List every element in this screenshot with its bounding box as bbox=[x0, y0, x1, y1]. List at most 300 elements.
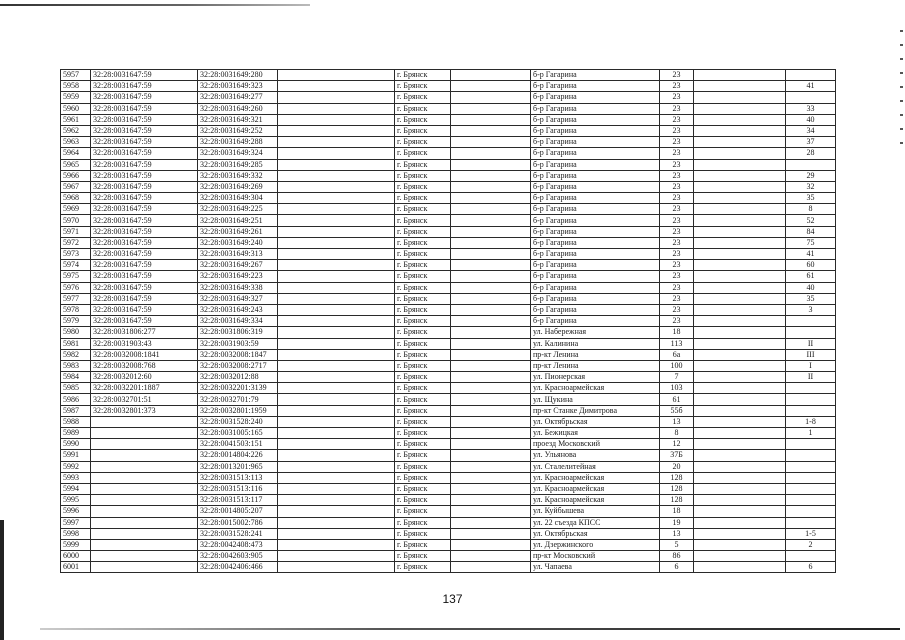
street-cell: пр-кт Ленина bbox=[531, 349, 660, 360]
parent-cadastral-number-cell: 32:28:0031647:59 bbox=[91, 70, 198, 81]
table-row bbox=[61, 551, 836, 562]
parent-cadastral-number-cell bbox=[91, 483, 198, 494]
apartment-number-cell: 2 bbox=[786, 539, 836, 550]
table-row bbox=[61, 360, 836, 371]
apartment-number-cell: I bbox=[786, 360, 836, 371]
blank-column-cell bbox=[694, 506, 786, 517]
city-cell: г. Брянск bbox=[395, 461, 451, 472]
street-cell: ул. Дзержинского bbox=[531, 539, 660, 550]
blank-column-cell bbox=[278, 316, 395, 327]
record-number-cell: 5978 bbox=[61, 304, 91, 315]
record-number-cell: 6000 bbox=[61, 551, 91, 562]
city-cell: г. Брянск bbox=[395, 495, 451, 506]
apartment-number-cell bbox=[786, 159, 836, 170]
house-number-cell: 23 bbox=[660, 271, 694, 282]
street-cell: б-р Гагарина bbox=[531, 125, 660, 136]
apartment-number-cell: 35 bbox=[786, 193, 836, 204]
blank-column-cell bbox=[694, 226, 786, 237]
blank-column-cell bbox=[278, 338, 395, 349]
blank-column-cell bbox=[278, 271, 395, 282]
parent-cadastral-number-cell: 32:28:0031647:59 bbox=[91, 304, 198, 315]
record-number-cell: 5983 bbox=[61, 360, 91, 371]
blank-column-cell bbox=[694, 360, 786, 371]
parent-cadastral-number-cell: 32:28:0031647:59 bbox=[91, 282, 198, 293]
blank-column-cell bbox=[694, 461, 786, 472]
blank-column-cell bbox=[451, 81, 531, 92]
house-number-cell: 23 bbox=[660, 92, 694, 103]
blank-column-cell bbox=[451, 450, 531, 461]
record-number-cell: 5988 bbox=[61, 416, 91, 427]
cadastral-number-cell: 32:28:0031649:277 bbox=[198, 92, 278, 103]
cadastral-number-cell: 32:28:0032701:79 bbox=[198, 394, 278, 405]
record-number-cell: 5990 bbox=[61, 439, 91, 450]
apartment-number-cell: 3 bbox=[786, 304, 836, 315]
street-cell: ул. Красноармейская bbox=[531, 483, 660, 494]
blank-column-cell bbox=[451, 461, 531, 472]
street-cell: пр-кт Московский bbox=[531, 551, 660, 562]
city-cell: г. Брянск bbox=[395, 506, 451, 517]
apartment-number-cell: 41 bbox=[786, 81, 836, 92]
blank-column-cell bbox=[451, 249, 531, 260]
parent-cadastral-number-cell: 32:28:0031647:59 bbox=[91, 271, 198, 282]
house-number-cell: 7 bbox=[660, 372, 694, 383]
blank-column-cell bbox=[451, 528, 531, 539]
city-cell: г. Брянск bbox=[395, 260, 451, 271]
parent-cadastral-number-cell: 32:28:0031647:59 bbox=[91, 215, 198, 226]
table-row bbox=[61, 316, 836, 327]
record-number-cell: 5965 bbox=[61, 159, 91, 170]
cadastral-number-cell: 32:28:0031903:59 bbox=[198, 338, 278, 349]
street-cell: б-р Гагарина bbox=[531, 316, 660, 327]
blank-column-cell bbox=[451, 472, 531, 483]
blank-column-cell bbox=[278, 495, 395, 506]
blank-column-cell bbox=[451, 416, 531, 427]
cadastral-number-cell: 32:28:0031649:243 bbox=[198, 304, 278, 315]
house-number-cell: 86 bbox=[660, 551, 694, 562]
city-cell: г. Брянск bbox=[395, 114, 451, 125]
apartment-number-cell: 40 bbox=[786, 114, 836, 125]
table-row bbox=[61, 517, 836, 528]
parent-cadastral-number-cell: 32:28:0031647:59 bbox=[91, 148, 198, 159]
table-row bbox=[61, 249, 836, 260]
blank-column-cell bbox=[451, 226, 531, 237]
parent-cadastral-number-cell: 32:28:0031647:59 bbox=[91, 125, 198, 136]
city-cell: г. Брянск bbox=[395, 148, 451, 159]
cadastral-number-cell: 32:28:0031649:285 bbox=[198, 159, 278, 170]
table-row bbox=[61, 226, 836, 237]
table-row bbox=[61, 495, 836, 506]
house-number-cell: 23 bbox=[660, 159, 694, 170]
table-row bbox=[61, 103, 836, 114]
record-number-cell: 5987 bbox=[61, 405, 91, 416]
street-cell: ул. Чапаева bbox=[531, 562, 660, 573]
apartment-number-cell bbox=[786, 316, 836, 327]
blank-column-cell bbox=[694, 92, 786, 103]
blank-column-cell bbox=[694, 170, 786, 181]
house-number-cell: 100 bbox=[660, 360, 694, 371]
city-cell: г. Брянск bbox=[395, 282, 451, 293]
apartment-number-cell bbox=[786, 495, 836, 506]
parent-cadastral-number-cell: 32:28:0031647:59 bbox=[91, 293, 198, 304]
blank-column-cell bbox=[278, 204, 395, 215]
blank-column-cell bbox=[278, 349, 395, 360]
house-number-cell: 23 bbox=[660, 148, 694, 159]
record-number-cell: 5977 bbox=[61, 293, 91, 304]
parent-cadastral-number-cell bbox=[91, 539, 198, 550]
record-number-cell: 5996 bbox=[61, 506, 91, 517]
blank-column-cell bbox=[694, 304, 786, 315]
table-row bbox=[61, 428, 836, 439]
blank-column-cell bbox=[694, 472, 786, 483]
city-cell: г. Брянск bbox=[395, 304, 451, 315]
blank-column-cell bbox=[451, 539, 531, 550]
blank-column-cell bbox=[278, 193, 395, 204]
parent-cadastral-number-cell bbox=[91, 517, 198, 528]
cadastral-number-cell: 32:28:0031649:269 bbox=[198, 181, 278, 192]
record-number-cell: 5980 bbox=[61, 327, 91, 338]
record-number-cell: 5976 bbox=[61, 282, 91, 293]
blank-column-cell bbox=[451, 372, 531, 383]
table-row bbox=[61, 539, 836, 550]
apartment-number-cell: II bbox=[786, 372, 836, 383]
street-cell: б-р Гагарина bbox=[531, 249, 660, 260]
cadastral-number-cell: 32:28:0042406:466 bbox=[198, 562, 278, 573]
page-number: 137 bbox=[442, 592, 463, 606]
cadastral-number-cell: 32:28:0031649:332 bbox=[198, 170, 278, 181]
house-number-cell: 23 bbox=[660, 316, 694, 327]
street-cell: б-р Гагарина bbox=[531, 204, 660, 215]
street-cell: ул. Красноармейская bbox=[531, 495, 660, 506]
record-number-cell: 5995 bbox=[61, 495, 91, 506]
house-number-cell: 23 bbox=[660, 260, 694, 271]
blank-column-cell bbox=[278, 103, 395, 114]
apartment-number-cell bbox=[786, 517, 836, 528]
blank-column-cell bbox=[694, 103, 786, 114]
record-number-cell: 6001 bbox=[61, 562, 91, 573]
blank-column-cell bbox=[278, 428, 395, 439]
blank-column-cell bbox=[451, 282, 531, 293]
parent-cadastral-number-cell: 32:28:0032008:1841 bbox=[91, 349, 198, 360]
city-cell: г. Брянск bbox=[395, 125, 451, 136]
city-cell: г. Брянск bbox=[395, 483, 451, 494]
record-number-cell: 5993 bbox=[61, 472, 91, 483]
blank-column-cell bbox=[694, 405, 786, 416]
cadastral-number-cell: 32:28:0031649:327 bbox=[198, 293, 278, 304]
house-number-cell: 23 bbox=[660, 249, 694, 260]
street-cell: ул. Октябрьская bbox=[531, 528, 660, 539]
house-number-cell: 103 bbox=[660, 383, 694, 394]
blank-column-cell bbox=[694, 114, 786, 125]
parent-cadastral-number-cell bbox=[91, 439, 198, 450]
street-cell: б-р Гагарина bbox=[531, 260, 660, 271]
parent-cadastral-number-cell bbox=[91, 450, 198, 461]
record-number-cell: 5999 bbox=[61, 539, 91, 550]
blank-column-cell bbox=[278, 92, 395, 103]
cadastral-number-cell: 32:28:0031649:313 bbox=[198, 249, 278, 260]
table-row bbox=[61, 483, 836, 494]
cadastral-number-cell: 32:28:0031649:223 bbox=[198, 271, 278, 282]
table-row bbox=[61, 148, 836, 159]
record-number-cell: 5969 bbox=[61, 204, 91, 215]
record-number-cell: 5992 bbox=[61, 461, 91, 472]
apartment-number-cell: 84 bbox=[786, 226, 836, 237]
city-cell: г. Брянск bbox=[395, 70, 451, 81]
blank-column-cell bbox=[451, 551, 531, 562]
apartment-number-cell bbox=[786, 439, 836, 450]
apartment-number-cell: 37 bbox=[786, 137, 836, 148]
record-number-cell: 5986 bbox=[61, 394, 91, 405]
parent-cadastral-number-cell: 32:28:0031647:59 bbox=[91, 316, 198, 327]
apartment-number-cell bbox=[786, 450, 836, 461]
blank-column-cell bbox=[278, 405, 395, 416]
blank-column-cell bbox=[694, 483, 786, 494]
house-number-cell: 23 bbox=[660, 282, 694, 293]
parent-cadastral-number-cell: 32:28:0032701:51 bbox=[91, 394, 198, 405]
blank-column-cell bbox=[451, 125, 531, 136]
city-cell: г. Брянск bbox=[395, 472, 451, 483]
blank-column-cell bbox=[278, 472, 395, 483]
house-number-cell: 23 bbox=[660, 114, 694, 125]
street-cell: ул. Октябрьская bbox=[531, 416, 660, 427]
parent-cadastral-number-cell: 32:28:0031647:59 bbox=[91, 114, 198, 125]
blank-column-cell bbox=[694, 125, 786, 136]
blank-column-cell bbox=[694, 271, 786, 282]
blank-column-cell bbox=[278, 215, 395, 226]
blank-column-cell bbox=[451, 495, 531, 506]
blank-column-cell bbox=[451, 92, 531, 103]
blank-column-cell bbox=[694, 416, 786, 427]
street-cell: б-р Гагарина bbox=[531, 159, 660, 170]
street-cell: ул. Куйбышева bbox=[531, 506, 660, 517]
blank-column-cell bbox=[278, 237, 395, 248]
blank-column-cell bbox=[278, 506, 395, 517]
blank-column-cell bbox=[694, 215, 786, 226]
apartment-number-cell: 6 bbox=[786, 562, 836, 573]
blank-column-cell bbox=[451, 159, 531, 170]
table-row bbox=[61, 237, 836, 248]
blank-column-cell bbox=[278, 483, 395, 494]
table-row bbox=[61, 562, 836, 573]
blank-column-cell bbox=[278, 293, 395, 304]
blank-column-cell bbox=[278, 282, 395, 293]
record-number-cell: 5957 bbox=[61, 70, 91, 81]
registry-table-body bbox=[61, 70, 836, 573]
cadastral-number-cell: 32:28:0031513:117 bbox=[198, 495, 278, 506]
scan-artifact-top-line bbox=[0, 4, 310, 6]
table-row bbox=[61, 193, 836, 204]
street-cell: б-р Гагарина bbox=[531, 92, 660, 103]
blank-column-cell bbox=[694, 349, 786, 360]
record-number-cell: 5984 bbox=[61, 372, 91, 383]
blank-column-cell bbox=[278, 562, 395, 573]
street-cell: б-р Гагарина bbox=[531, 193, 660, 204]
city-cell: г. Брянск bbox=[395, 416, 451, 427]
cadastral-number-cell: 32:28:0013201:965 bbox=[198, 461, 278, 472]
blank-column-cell bbox=[694, 260, 786, 271]
city-cell: г. Брянск bbox=[395, 249, 451, 260]
record-number-cell: 5967 bbox=[61, 181, 91, 192]
house-number-cell: 12 bbox=[660, 439, 694, 450]
house-number-cell: 23 bbox=[660, 81, 694, 92]
cadastral-number-cell: 32:28:0031513:113 bbox=[198, 472, 278, 483]
table-row bbox=[61, 472, 836, 483]
city-cell: г. Брянск bbox=[395, 517, 451, 528]
street-cell: ул. 22 съезда КПСС bbox=[531, 517, 660, 528]
cadastral-number-cell: 32:28:0032008:2717 bbox=[198, 360, 278, 371]
record-number-cell: 5973 bbox=[61, 249, 91, 260]
blank-column-cell bbox=[278, 114, 395, 125]
apartment-number-cell: 29 bbox=[786, 170, 836, 181]
record-number-cell: 5997 bbox=[61, 517, 91, 528]
apartment-number-cell bbox=[786, 327, 836, 338]
house-number-cell: 55б bbox=[660, 405, 694, 416]
parent-cadastral-number-cell: 32:28:0031647:59 bbox=[91, 260, 198, 271]
apartment-number-cell bbox=[786, 405, 836, 416]
blank-column-cell bbox=[278, 327, 395, 338]
house-number-cell: 18 bbox=[660, 506, 694, 517]
blank-column-cell bbox=[694, 204, 786, 215]
house-number-cell: 6 bbox=[660, 562, 694, 573]
house-number-cell: 23 bbox=[660, 204, 694, 215]
parent-cadastral-number-cell bbox=[91, 528, 198, 539]
blank-column-cell bbox=[451, 483, 531, 494]
city-cell: г. Брянск bbox=[395, 327, 451, 338]
house-number-cell: 23 bbox=[660, 193, 694, 204]
table-row bbox=[61, 92, 836, 103]
cadastral-number-cell: 32:28:0014805:207 bbox=[198, 506, 278, 517]
cadastral-number-cell: 32:28:0014804:226 bbox=[198, 450, 278, 461]
parent-cadastral-number-cell: 32:28:0031647:59 bbox=[91, 193, 198, 204]
blank-column-cell bbox=[278, 439, 395, 450]
city-cell: г. Брянск bbox=[395, 92, 451, 103]
blank-column-cell bbox=[694, 237, 786, 248]
apartment-number-cell bbox=[786, 383, 836, 394]
blank-column-cell bbox=[694, 282, 786, 293]
apartment-number-cell: III bbox=[786, 349, 836, 360]
blank-column-cell bbox=[694, 539, 786, 550]
scan-artifact-right-marks bbox=[900, 30, 903, 150]
cadastral-number-cell: 32:28:0031649:225 bbox=[198, 204, 278, 215]
table-row bbox=[61, 260, 836, 271]
apartment-number-cell: 60 bbox=[786, 260, 836, 271]
blank-column-cell bbox=[451, 349, 531, 360]
street-cell: б-р Гагарина bbox=[531, 226, 660, 237]
blank-column-cell bbox=[278, 461, 395, 472]
record-number-cell: 5998 bbox=[61, 528, 91, 539]
table-row bbox=[61, 450, 836, 461]
blank-column-cell bbox=[694, 372, 786, 383]
blank-column-cell bbox=[278, 304, 395, 315]
cadastral-number-cell: 32:28:0032801:1959 bbox=[198, 405, 278, 416]
cadastral-number-cell: 32:28:0031649:260 bbox=[198, 103, 278, 114]
street-cell: пр-кт Станке Димитрова bbox=[531, 405, 660, 416]
blank-column-cell bbox=[278, 125, 395, 136]
parent-cadastral-number-cell bbox=[91, 472, 198, 483]
blank-column-cell bbox=[451, 304, 531, 315]
blank-column-cell bbox=[694, 495, 786, 506]
blank-column-cell bbox=[694, 81, 786, 92]
blank-column-cell bbox=[451, 170, 531, 181]
city-cell: г. Брянск bbox=[395, 450, 451, 461]
blank-column-cell bbox=[694, 193, 786, 204]
cadastral-number-cell: 32:28:0032012:88 bbox=[198, 372, 278, 383]
blank-column-cell bbox=[451, 383, 531, 394]
street-cell: б-р Гагарина bbox=[531, 282, 660, 293]
table-row bbox=[61, 416, 836, 427]
cadastral-number-cell: 32:28:0031649:323 bbox=[198, 81, 278, 92]
house-number-cell: 128 bbox=[660, 472, 694, 483]
street-cell: пр-кт Ленина bbox=[531, 360, 660, 371]
table-row bbox=[61, 405, 836, 416]
record-number-cell: 5962 bbox=[61, 125, 91, 136]
street-cell: б-р Гагарина bbox=[531, 148, 660, 159]
table-row bbox=[61, 338, 836, 349]
table-row bbox=[61, 304, 836, 315]
cadastral-number-cell: 32:28:0031649:334 bbox=[198, 316, 278, 327]
table-row bbox=[61, 372, 836, 383]
blank-column-cell bbox=[451, 360, 531, 371]
record-number-cell: 5972 bbox=[61, 237, 91, 248]
record-number-cell: 5975 bbox=[61, 271, 91, 282]
street-cell: ул. Пионерская bbox=[531, 372, 660, 383]
apartment-number-cell: 40 bbox=[786, 282, 836, 293]
parent-cadastral-number-cell: 32:28:0031647:59 bbox=[91, 159, 198, 170]
blank-column-cell bbox=[278, 159, 395, 170]
scan-artifact-bottom-line bbox=[40, 628, 900, 630]
city-cell: г. Брянск bbox=[395, 349, 451, 360]
city-cell: г. Брянск bbox=[395, 159, 451, 170]
apartment-number-cell bbox=[786, 461, 836, 472]
cadastral-number-cell: 32:28:0031649:288 bbox=[198, 137, 278, 148]
parent-cadastral-number-cell bbox=[91, 562, 198, 573]
blank-column-cell bbox=[451, 204, 531, 215]
blank-column-cell bbox=[451, 405, 531, 416]
record-number-cell: 5959 bbox=[61, 92, 91, 103]
apartment-number-cell bbox=[786, 551, 836, 562]
apartment-number-cell: 75 bbox=[786, 237, 836, 248]
apartment-number-cell: 32 bbox=[786, 181, 836, 192]
street-cell: б-р Гагарина bbox=[531, 170, 660, 181]
street-cell: б-р Гагарина bbox=[531, 181, 660, 192]
house-number-cell: 23 bbox=[660, 237, 694, 248]
city-cell: г. Брянск bbox=[395, 338, 451, 349]
blank-column-cell bbox=[694, 562, 786, 573]
city-cell: г. Брянск bbox=[395, 293, 451, 304]
street-cell: ул. Щукина bbox=[531, 394, 660, 405]
city-cell: г. Брянск bbox=[395, 170, 451, 181]
parent-cadastral-number-cell bbox=[91, 428, 198, 439]
blank-column-cell bbox=[451, 562, 531, 573]
house-number-cell: 13 bbox=[660, 528, 694, 539]
parent-cadastral-number-cell: 32:28:0031647:59 bbox=[91, 92, 198, 103]
house-number-cell: 113 bbox=[660, 338, 694, 349]
cadastral-number-cell: 32:28:0031649:338 bbox=[198, 282, 278, 293]
city-cell: г. Брянск bbox=[395, 316, 451, 327]
house-number-cell: 19 bbox=[660, 517, 694, 528]
cadastral-number-cell: 32:28:0031649:251 bbox=[198, 215, 278, 226]
parent-cadastral-number-cell: 32:28:0032201:1887 bbox=[91, 383, 198, 394]
city-cell: г. Брянск bbox=[395, 405, 451, 416]
house-number-cell: 5 bbox=[660, 539, 694, 550]
blank-column-cell bbox=[451, 327, 531, 338]
house-number-cell: 23 bbox=[660, 170, 694, 181]
city-cell: г. Брянск bbox=[395, 181, 451, 192]
blank-column-cell bbox=[451, 137, 531, 148]
parent-cadastral-number-cell: 32:28:0031647:59 bbox=[91, 226, 198, 237]
street-cell: ул. Бежицкая bbox=[531, 428, 660, 439]
table-row bbox=[61, 528, 836, 539]
cadastral-number-cell: 32:28:0032201:3139 bbox=[198, 383, 278, 394]
